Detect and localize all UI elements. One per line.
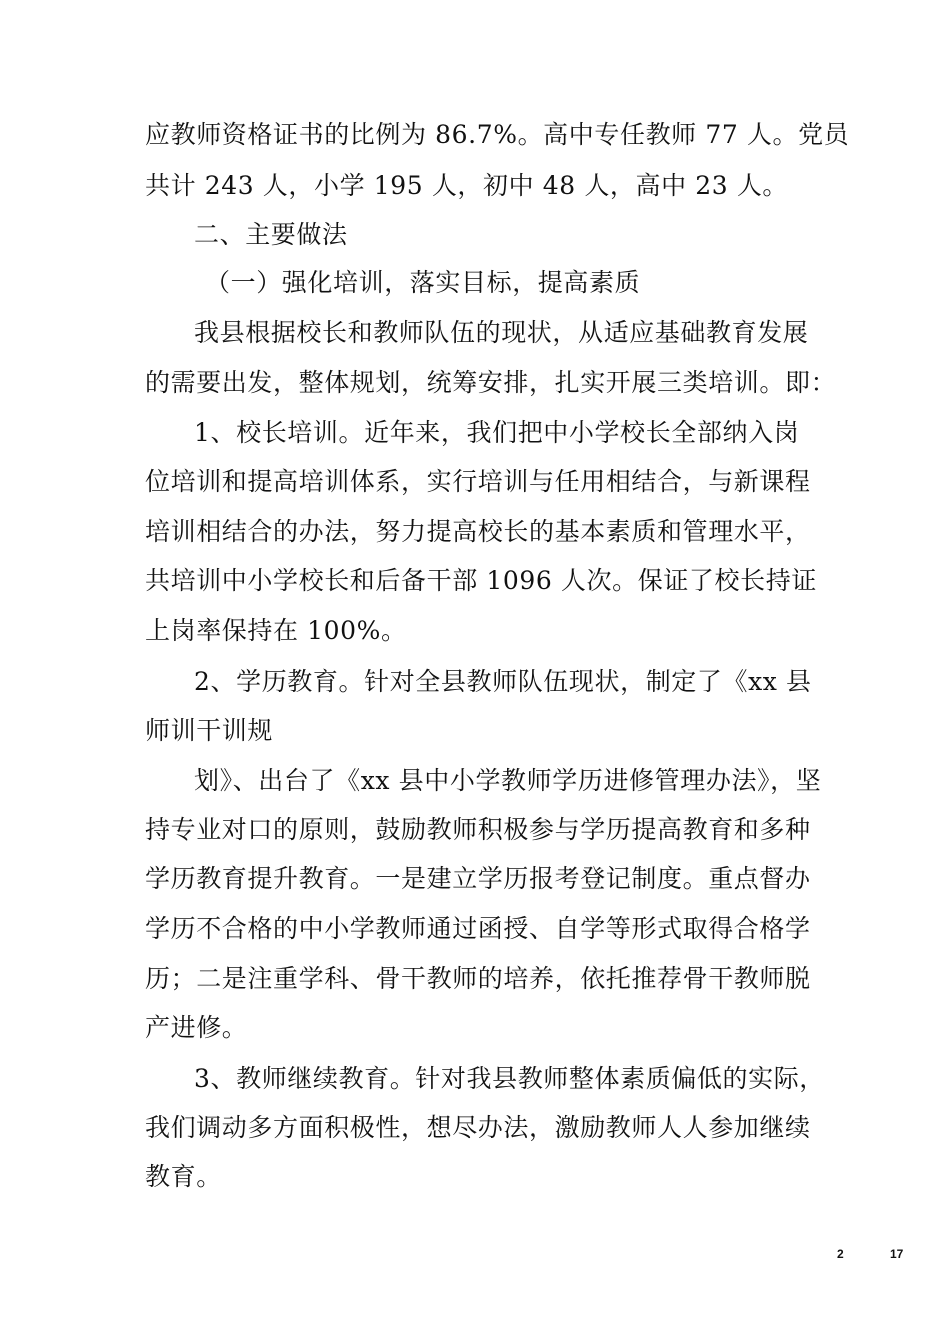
text-line: 共培训中小学校长和后备干部 1096 人次。保证了校长持证 [145,566,817,595]
text-line: 历；二是注重学科、骨干教师的培养，依托推荐骨干教师脱 [145,964,811,993]
text-line: 2、学历教育。针对全县教师队伍现状，制定了《xx 县 [194,667,812,696]
text-line: 共计 243 人，小学 195 人，初中 48 人，高中 23 人。 [145,171,789,200]
text-line: 师训干训规 [145,716,274,745]
text-line: 3、教师继续教育。针对我县教师整体素质偏低的实际， [194,1064,825,1093]
text-line: 教育。 [145,1162,222,1191]
text-line: 我县根据校长和教师队伍的现状，从适应基础教育发展 [194,318,809,347]
text-line: 应教师资格证书的比例为 86.7%。高中专任教师 77 人。党员 [145,120,850,149]
text-line: 学历不合格的中小学教师通过函授、自学等形式取得合格学 [145,914,811,943]
section-heading: 二、主要做法 [194,220,348,249]
text-line: 培训相结合的办法，努力提高校长的基本素质和管理水平， [145,517,811,546]
text-line: 上岗率保持在 100%。 [145,616,407,645]
text-line: 学历教育提升教育。一是建立学历报考登记制度。重点督办 [145,864,811,893]
text-line: 的需要出发，整体规划，统筹安排，扎实开展三类培训。即： [145,368,837,397]
text-line: 1、校长培训。近年来，我们把中小学校长全部纳入岗 [194,418,800,447]
text-line: 持专业对口的原则，鼓励教师积极参与学历提高教育和多种 [145,815,811,844]
text-line: 位培训和提高培训体系，实行培训与任用相结合，与新课程 [145,467,811,496]
page-number-current: 2 [837,1247,844,1261]
subsection-heading: （一）强化培训，落实目标，提高素质 [205,268,641,297]
text-line: 产进修。 [145,1013,248,1042]
text-line: 划》、出台了《xx 县中小学教师学历进修管理办法》，坚 [194,766,822,795]
text-line: 我们调动多方面积极性，想尽办法，激励教师人人参加继续 [145,1113,811,1142]
page-number-total: 17 [890,1247,904,1261]
